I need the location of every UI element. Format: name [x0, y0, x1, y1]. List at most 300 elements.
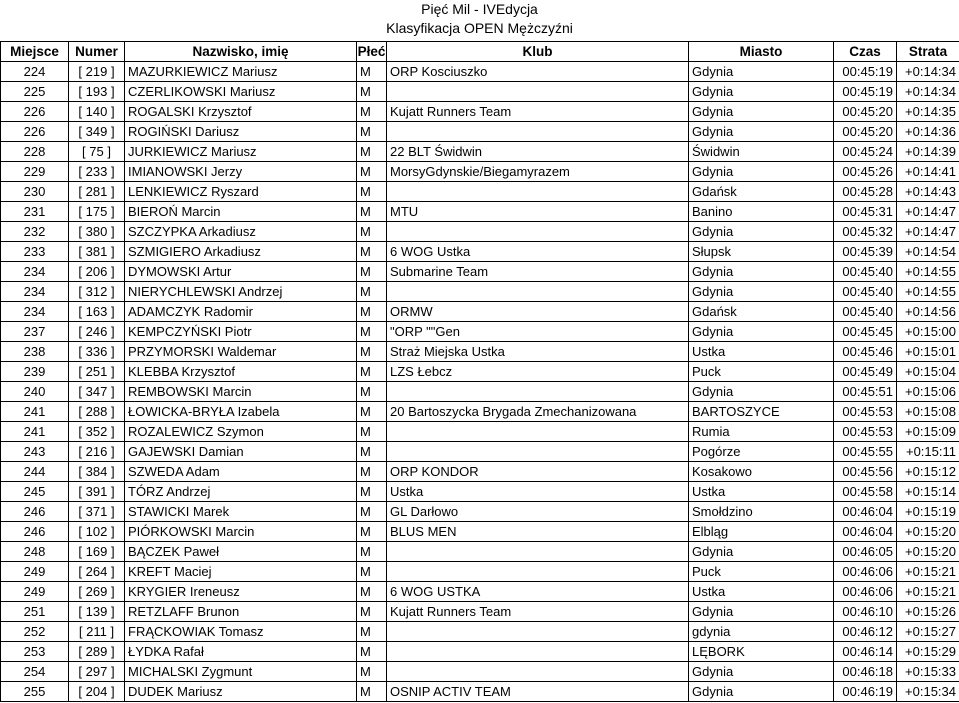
- name-cell: GAJEWSKI Damian: [125, 442, 357, 462]
- gap-cell: +0:14:43: [897, 182, 959, 202]
- club-cell: LZS Łebcz: [387, 362, 689, 382]
- name-cell: KRYGIER Ireneusz: [125, 582, 357, 602]
- gap-cell: +0:15:01: [897, 342, 959, 362]
- sex-cell: M: [357, 482, 387, 502]
- gap-cell: +0:14:34: [897, 62, 959, 82]
- place-cell: 226: [1, 102, 69, 122]
- city-cell: Ustka: [689, 582, 834, 602]
- time-cell: 00:46:05: [834, 542, 897, 562]
- gap-cell: +0:15:06: [897, 382, 959, 402]
- club-cell: ORMW: [387, 302, 689, 322]
- gap-cell: +0:15:21: [897, 562, 959, 582]
- club-cell: Submarine Team: [387, 262, 689, 282]
- name-cell: IMIANOWSKI Jerzy: [125, 162, 357, 182]
- name-cell: DUDEK Mariusz: [125, 682, 357, 702]
- club-cell: MorsyGdynskie/Biegamyrazem: [387, 162, 689, 182]
- club-cell: 22 BLT Świdwin: [387, 142, 689, 162]
- club-cell: [387, 442, 689, 462]
- time-cell: 00:45:32: [834, 222, 897, 242]
- club-cell: OSNIP ACTIV TEAM: [387, 682, 689, 702]
- place-cell: 255: [1, 682, 69, 702]
- name-cell: JURKIEWICZ Mariusz: [125, 142, 357, 162]
- bib-number-cell: [ 206 ]: [69, 262, 125, 282]
- name-cell: ROGIŃSKI Dariusz: [125, 122, 357, 142]
- gap-cell: +0:14:41: [897, 162, 959, 182]
- name-cell: STAWICKI Marek: [125, 502, 357, 522]
- time-cell: 00:45:55: [834, 442, 897, 462]
- name-cell: NIERYCHLEWSKI Andrzej: [125, 282, 357, 302]
- bib-number-cell: [ 297 ]: [69, 662, 125, 682]
- sex-cell: M: [357, 522, 387, 542]
- sex-cell: M: [357, 282, 387, 302]
- city-cell: Gdynia: [689, 262, 834, 282]
- table-row: [1, 322, 959, 342]
- place-cell: 234: [1, 262, 69, 282]
- report-header: [0, 0, 959, 38]
- bib-number-cell: [ 288 ]: [69, 402, 125, 422]
- bib-number-cell: [ 175 ]: [69, 202, 125, 222]
- club-cell: [387, 182, 689, 202]
- bib-number-cell: [ 139 ]: [69, 602, 125, 622]
- city-cell: Gdynia: [689, 122, 834, 142]
- gap-cell: +0:14:36: [897, 122, 959, 142]
- name-cell: KLEBBA Krzysztof: [125, 362, 357, 382]
- sex-cell: M: [357, 262, 387, 282]
- table-row: [1, 62, 959, 82]
- table-row: [1, 122, 959, 142]
- club-cell: [387, 542, 689, 562]
- place-cell: 245: [1, 482, 69, 502]
- club-cell: Straż Miejska Ustka: [387, 342, 689, 362]
- city-cell: Gdynia: [689, 82, 834, 102]
- time-cell: 00:45:39: [834, 242, 897, 262]
- city-cell: gdynia: [689, 622, 834, 642]
- club-cell: Ustka: [387, 482, 689, 502]
- city-cell: Gdynia: [689, 382, 834, 402]
- time-cell: 00:45:58: [834, 482, 897, 502]
- time-cell: 00:45:24: [834, 142, 897, 162]
- sex-cell: M: [357, 362, 387, 382]
- place-cell: 249: [1, 582, 69, 602]
- name-cell: MICHALSKI Zygmunt: [125, 662, 357, 682]
- bib-number-cell: [ 352 ]: [69, 422, 125, 442]
- gap-cell: +0:15:20: [897, 522, 959, 542]
- place-cell: 249: [1, 562, 69, 582]
- time-cell: 00:45:19: [834, 62, 897, 82]
- club-cell: [387, 82, 689, 102]
- time-cell: 00:45:53: [834, 422, 897, 442]
- table-row: [1, 402, 959, 422]
- city-cell: Świdwin: [689, 142, 834, 162]
- name-cell: KREFT Maciej: [125, 562, 357, 582]
- place-cell: 240: [1, 382, 69, 402]
- city-cell: Ustka: [689, 482, 834, 502]
- sex-cell: M: [357, 122, 387, 142]
- city-cell: Gdynia: [689, 602, 834, 622]
- sex-cell: M: [357, 62, 387, 82]
- city-cell: Ustka: [689, 342, 834, 362]
- sex-cell: M: [357, 602, 387, 622]
- city-cell: Puck: [689, 362, 834, 382]
- place-cell: 246: [1, 502, 69, 522]
- bib-number-cell: [ 380 ]: [69, 222, 125, 242]
- table-row: [1, 582, 959, 602]
- place-cell: 234: [1, 302, 69, 322]
- bib-number-cell: [ 251 ]: [69, 362, 125, 382]
- sex-cell: M: [357, 102, 387, 122]
- gap-cell: +0:15:08: [897, 402, 959, 422]
- bib-number-cell: [ 269 ]: [69, 582, 125, 602]
- name-cell: SZMIGIERO Arkadiusz: [125, 242, 357, 262]
- name-cell: PIÓRKOWSKI Marcin: [125, 522, 357, 542]
- column-header: Miasto: [689, 42, 834, 62]
- table-row: [1, 562, 959, 582]
- gap-cell: +0:15:09: [897, 422, 959, 442]
- city-cell: Banino: [689, 202, 834, 222]
- sex-cell: M: [357, 462, 387, 482]
- table-row: [1, 462, 959, 482]
- bib-number-cell: [ 312 ]: [69, 282, 125, 302]
- place-cell: 225: [1, 82, 69, 102]
- bib-number-cell: [ 233 ]: [69, 162, 125, 182]
- place-cell: 252: [1, 622, 69, 642]
- table-row: [1, 542, 959, 562]
- bib-number-cell: [ 371 ]: [69, 502, 125, 522]
- name-cell: CZERLIKOWSKI Mariusz: [125, 82, 357, 102]
- sex-cell: M: [357, 182, 387, 202]
- gap-cell: +0:14:55: [897, 262, 959, 282]
- place-cell: 232: [1, 222, 69, 242]
- gap-cell: +0:14:47: [897, 202, 959, 222]
- city-cell: Smołdzino: [689, 502, 834, 522]
- place-cell: 234: [1, 282, 69, 302]
- bib-number-cell: [ 219 ]: [69, 62, 125, 82]
- gap-cell: +0:15:34: [897, 682, 959, 702]
- place-cell: 228: [1, 142, 69, 162]
- table-row: [1, 182, 959, 202]
- time-cell: 00:46:04: [834, 522, 897, 542]
- bib-number-cell: [ 264 ]: [69, 562, 125, 582]
- gap-cell: +0:15:04: [897, 362, 959, 382]
- table-row: [1, 142, 959, 162]
- city-cell: Gdańsk: [689, 302, 834, 322]
- header-row: [1, 42, 959, 62]
- sex-cell: M: [357, 622, 387, 642]
- place-cell: 241: [1, 402, 69, 422]
- table-row: [1, 682, 959, 702]
- time-cell: 00:46:04: [834, 502, 897, 522]
- sex-cell: M: [357, 422, 387, 442]
- gap-cell: +0:15:21: [897, 582, 959, 602]
- city-cell: Pogórze: [689, 442, 834, 462]
- gap-cell: +0:15:27: [897, 622, 959, 642]
- gap-cell: +0:15:00: [897, 322, 959, 342]
- city-cell: Elbląg: [689, 522, 834, 542]
- sex-cell: M: [357, 542, 387, 562]
- gap-cell: +0:15:11: [897, 442, 959, 462]
- name-cell: REMBOWSKI Marcin: [125, 382, 357, 402]
- place-cell: 231: [1, 202, 69, 222]
- sex-cell: M: [357, 202, 387, 222]
- name-cell: ŁYDKA Rafał: [125, 642, 357, 662]
- time-cell: 00:46:12: [834, 622, 897, 642]
- column-header: Miejsce: [1, 42, 69, 62]
- time-cell: 00:45:40: [834, 282, 897, 302]
- time-cell: 00:45:51: [834, 382, 897, 402]
- time-cell: 00:45:28: [834, 182, 897, 202]
- sex-cell: M: [357, 682, 387, 702]
- club-cell: 20 Bartoszycka Brygada Zmechanizowana: [387, 402, 689, 422]
- club-cell: ORP KONDOR: [387, 462, 689, 482]
- city-cell: Gdynia: [689, 682, 834, 702]
- gap-cell: +0:14:39: [897, 142, 959, 162]
- bib-number-cell: [ 140 ]: [69, 102, 125, 122]
- time-cell: 00:46:18: [834, 662, 897, 682]
- place-cell: 244: [1, 462, 69, 482]
- sex-cell: M: [357, 322, 387, 342]
- table-row: [1, 302, 959, 322]
- table-row: [1, 342, 959, 362]
- time-cell: 00:45:49: [834, 362, 897, 382]
- bib-number-cell: [ 216 ]: [69, 442, 125, 462]
- city-cell: Rumia: [689, 422, 834, 442]
- results-table: [0, 41, 959, 702]
- club-cell: [387, 422, 689, 442]
- bib-number-cell: [ 281 ]: [69, 182, 125, 202]
- city-cell: Gdynia: [689, 542, 834, 562]
- sex-cell: M: [357, 442, 387, 462]
- time-cell: 00:45:40: [834, 302, 897, 322]
- table-row: [1, 102, 959, 122]
- bib-number-cell: [ 381 ]: [69, 242, 125, 262]
- sex-cell: M: [357, 302, 387, 322]
- gap-cell: +0:14:47: [897, 222, 959, 242]
- column-header: Strata: [897, 42, 959, 62]
- name-cell: BIEROŃ Marcin: [125, 202, 357, 222]
- name-cell: PRZYMORSKI Waldemar: [125, 342, 357, 362]
- sex-cell: M: [357, 162, 387, 182]
- table-row: [1, 382, 959, 402]
- column-header: Płeć: [357, 42, 387, 62]
- club-cell: [387, 282, 689, 302]
- city-cell: Gdynia: [689, 162, 834, 182]
- name-cell: SZCZYPKA Arkadiusz: [125, 222, 357, 242]
- place-cell: 251: [1, 602, 69, 622]
- gap-cell: +0:14:34: [897, 82, 959, 102]
- place-cell: 224: [1, 62, 69, 82]
- club-cell: "ORP ""Gen: [387, 322, 689, 342]
- name-cell: RETZLAFF Brunon: [125, 602, 357, 622]
- page-title: Pięć Mil - IVEdycja: [421, 1, 538, 17]
- time-cell: 00:46:06: [834, 582, 897, 602]
- club-cell: [387, 382, 689, 402]
- name-cell: MAZURKIEWICZ Mariusz: [125, 62, 357, 82]
- name-cell: DYMOWSKI Artur: [125, 262, 357, 282]
- name-cell: SZWEDA Adam: [125, 462, 357, 482]
- table-row: [1, 262, 959, 282]
- club-cell: GL Darłowo: [387, 502, 689, 522]
- name-cell: BĄCZEK Paweł: [125, 542, 357, 562]
- gap-cell: +0:14:54: [897, 242, 959, 262]
- sex-cell: M: [357, 242, 387, 262]
- gap-cell: +0:15:20: [897, 542, 959, 562]
- sex-cell: M: [357, 502, 387, 522]
- time-cell: 00:45:19: [834, 82, 897, 102]
- table-row: [1, 622, 959, 642]
- club-cell: BLUS MEN: [387, 522, 689, 542]
- club-cell: ORP Kosciuszko: [387, 62, 689, 82]
- page-subtitle: Klasyfikacja OPEN Mężczyźni: [386, 20, 573, 36]
- table-row: [1, 222, 959, 242]
- sex-cell: M: [357, 642, 387, 662]
- table-row: [1, 242, 959, 262]
- city-cell: Gdynia: [689, 662, 834, 682]
- name-cell: FRĄCKOWIAK Tomasz: [125, 622, 357, 642]
- city-cell: Gdynia: [689, 62, 834, 82]
- table-row: [1, 502, 959, 522]
- time-cell: 00:46:14: [834, 642, 897, 662]
- table-row: [1, 442, 959, 462]
- sex-cell: M: [357, 82, 387, 102]
- place-cell: 233: [1, 242, 69, 262]
- club-cell: [387, 122, 689, 142]
- bib-number-cell: [ 336 ]: [69, 342, 125, 362]
- club-cell: MTU: [387, 202, 689, 222]
- club-cell: [387, 642, 689, 662]
- place-cell: 239: [1, 362, 69, 382]
- column-header: Numer: [69, 42, 125, 62]
- place-cell: 248: [1, 542, 69, 562]
- bib-number-cell: [ 169 ]: [69, 542, 125, 562]
- time-cell: 00:45:40: [834, 262, 897, 282]
- sex-cell: M: [357, 342, 387, 362]
- place-cell: 237: [1, 322, 69, 342]
- time-cell: 00:45:46: [834, 342, 897, 362]
- table-row: [1, 282, 959, 302]
- gap-cell: +0:15:33: [897, 662, 959, 682]
- club-cell: [387, 662, 689, 682]
- city-cell: Puck: [689, 562, 834, 582]
- gap-cell: +0:15:29: [897, 642, 959, 662]
- city-cell: Gdynia: [689, 222, 834, 242]
- place-cell: 229: [1, 162, 69, 182]
- table-row: [1, 482, 959, 502]
- gap-cell: +0:15:19: [897, 502, 959, 522]
- place-cell: 230: [1, 182, 69, 202]
- place-cell: 243: [1, 442, 69, 462]
- club-cell: Kujatt Runners Team: [387, 602, 689, 622]
- city-cell: Gdynia: [689, 322, 834, 342]
- bib-number-cell: [ 193 ]: [69, 82, 125, 102]
- gap-cell: +0:15:12: [897, 462, 959, 482]
- sex-cell: M: [357, 382, 387, 402]
- city-cell: Gdańsk: [689, 182, 834, 202]
- gap-cell: +0:14:55: [897, 282, 959, 302]
- table-row: [1, 642, 959, 662]
- bib-number-cell: [ 391 ]: [69, 482, 125, 502]
- table-row: [1, 362, 959, 382]
- table-row: [1, 662, 959, 682]
- time-cell: 00:45:26: [834, 162, 897, 182]
- column-header: Klub: [387, 42, 689, 62]
- name-cell: KEMPCZYŃSKI Piotr: [125, 322, 357, 342]
- place-cell: 246: [1, 522, 69, 542]
- place-cell: 253: [1, 642, 69, 662]
- bib-number-cell: [ 289 ]: [69, 642, 125, 662]
- place-cell: 238: [1, 342, 69, 362]
- bib-number-cell: [ 246 ]: [69, 322, 125, 342]
- name-cell: ŁOWICKA-BRYŁA Izabela: [125, 402, 357, 422]
- table-row: [1, 202, 959, 222]
- column-header: Czas: [834, 42, 897, 62]
- city-cell: Gdynia: [689, 102, 834, 122]
- time-cell: 00:45:31: [834, 202, 897, 222]
- time-cell: 00:46:06: [834, 562, 897, 582]
- place-cell: 241: [1, 422, 69, 442]
- name-cell: LENKIEWICZ Ryszard: [125, 182, 357, 202]
- name-cell: ROZALEWICZ Szymon: [125, 422, 357, 442]
- place-cell: 254: [1, 662, 69, 682]
- bib-number-cell: [ 211 ]: [69, 622, 125, 642]
- city-cell: LĘBORK: [689, 642, 834, 662]
- bib-number-cell: [ 347 ]: [69, 382, 125, 402]
- sex-cell: M: [357, 142, 387, 162]
- time-cell: 00:45:56: [834, 462, 897, 482]
- name-cell: ADAMCZYK Radomir: [125, 302, 357, 322]
- time-cell: 00:45:20: [834, 122, 897, 142]
- city-cell: BARTOSZYCE: [689, 402, 834, 422]
- time-cell: 00:45:20: [834, 102, 897, 122]
- bib-number-cell: [ 349 ]: [69, 122, 125, 142]
- sex-cell: M: [357, 582, 387, 602]
- bib-number-cell: [ 75 ]: [69, 142, 125, 162]
- bib-number-cell: [ 163 ]: [69, 302, 125, 322]
- column-header: Nazwisko, imię: [125, 42, 357, 62]
- gap-cell: +0:15:14: [897, 482, 959, 502]
- name-cell: ROGALSKI Krzysztof: [125, 102, 357, 122]
- sex-cell: M: [357, 222, 387, 242]
- gap-cell: +0:14:56: [897, 302, 959, 322]
- bib-number-cell: [ 204 ]: [69, 682, 125, 702]
- gap-cell: +0:14:35: [897, 102, 959, 122]
- gap-cell: +0:15:26: [897, 602, 959, 622]
- city-cell: Słupsk: [689, 242, 834, 262]
- club-cell: Kujatt Runners Team: [387, 102, 689, 122]
- table-row: [1, 602, 959, 622]
- time-cell: 00:46:10: [834, 602, 897, 622]
- club-cell: [387, 562, 689, 582]
- city-cell: Kosakowo: [689, 462, 834, 482]
- city-cell: Gdynia: [689, 282, 834, 302]
- time-cell: 00:45:53: [834, 402, 897, 422]
- table-row: [1, 82, 959, 102]
- name-cell: TÓRZ Andrzej: [125, 482, 357, 502]
- club-cell: 6 WOG USTKA: [387, 582, 689, 602]
- club-cell: [387, 222, 689, 242]
- time-cell: 00:46:19: [834, 682, 897, 702]
- table-row: [1, 422, 959, 442]
- table-row: [1, 162, 959, 182]
- time-cell: 00:45:45: [834, 322, 897, 342]
- club-cell: [387, 622, 689, 642]
- sex-cell: M: [357, 562, 387, 582]
- table-row: [1, 522, 959, 542]
- sex-cell: M: [357, 402, 387, 422]
- bib-number-cell: [ 102 ]: [69, 522, 125, 542]
- bib-number-cell: [ 384 ]: [69, 462, 125, 482]
- sex-cell: M: [357, 662, 387, 682]
- place-cell: 226: [1, 122, 69, 142]
